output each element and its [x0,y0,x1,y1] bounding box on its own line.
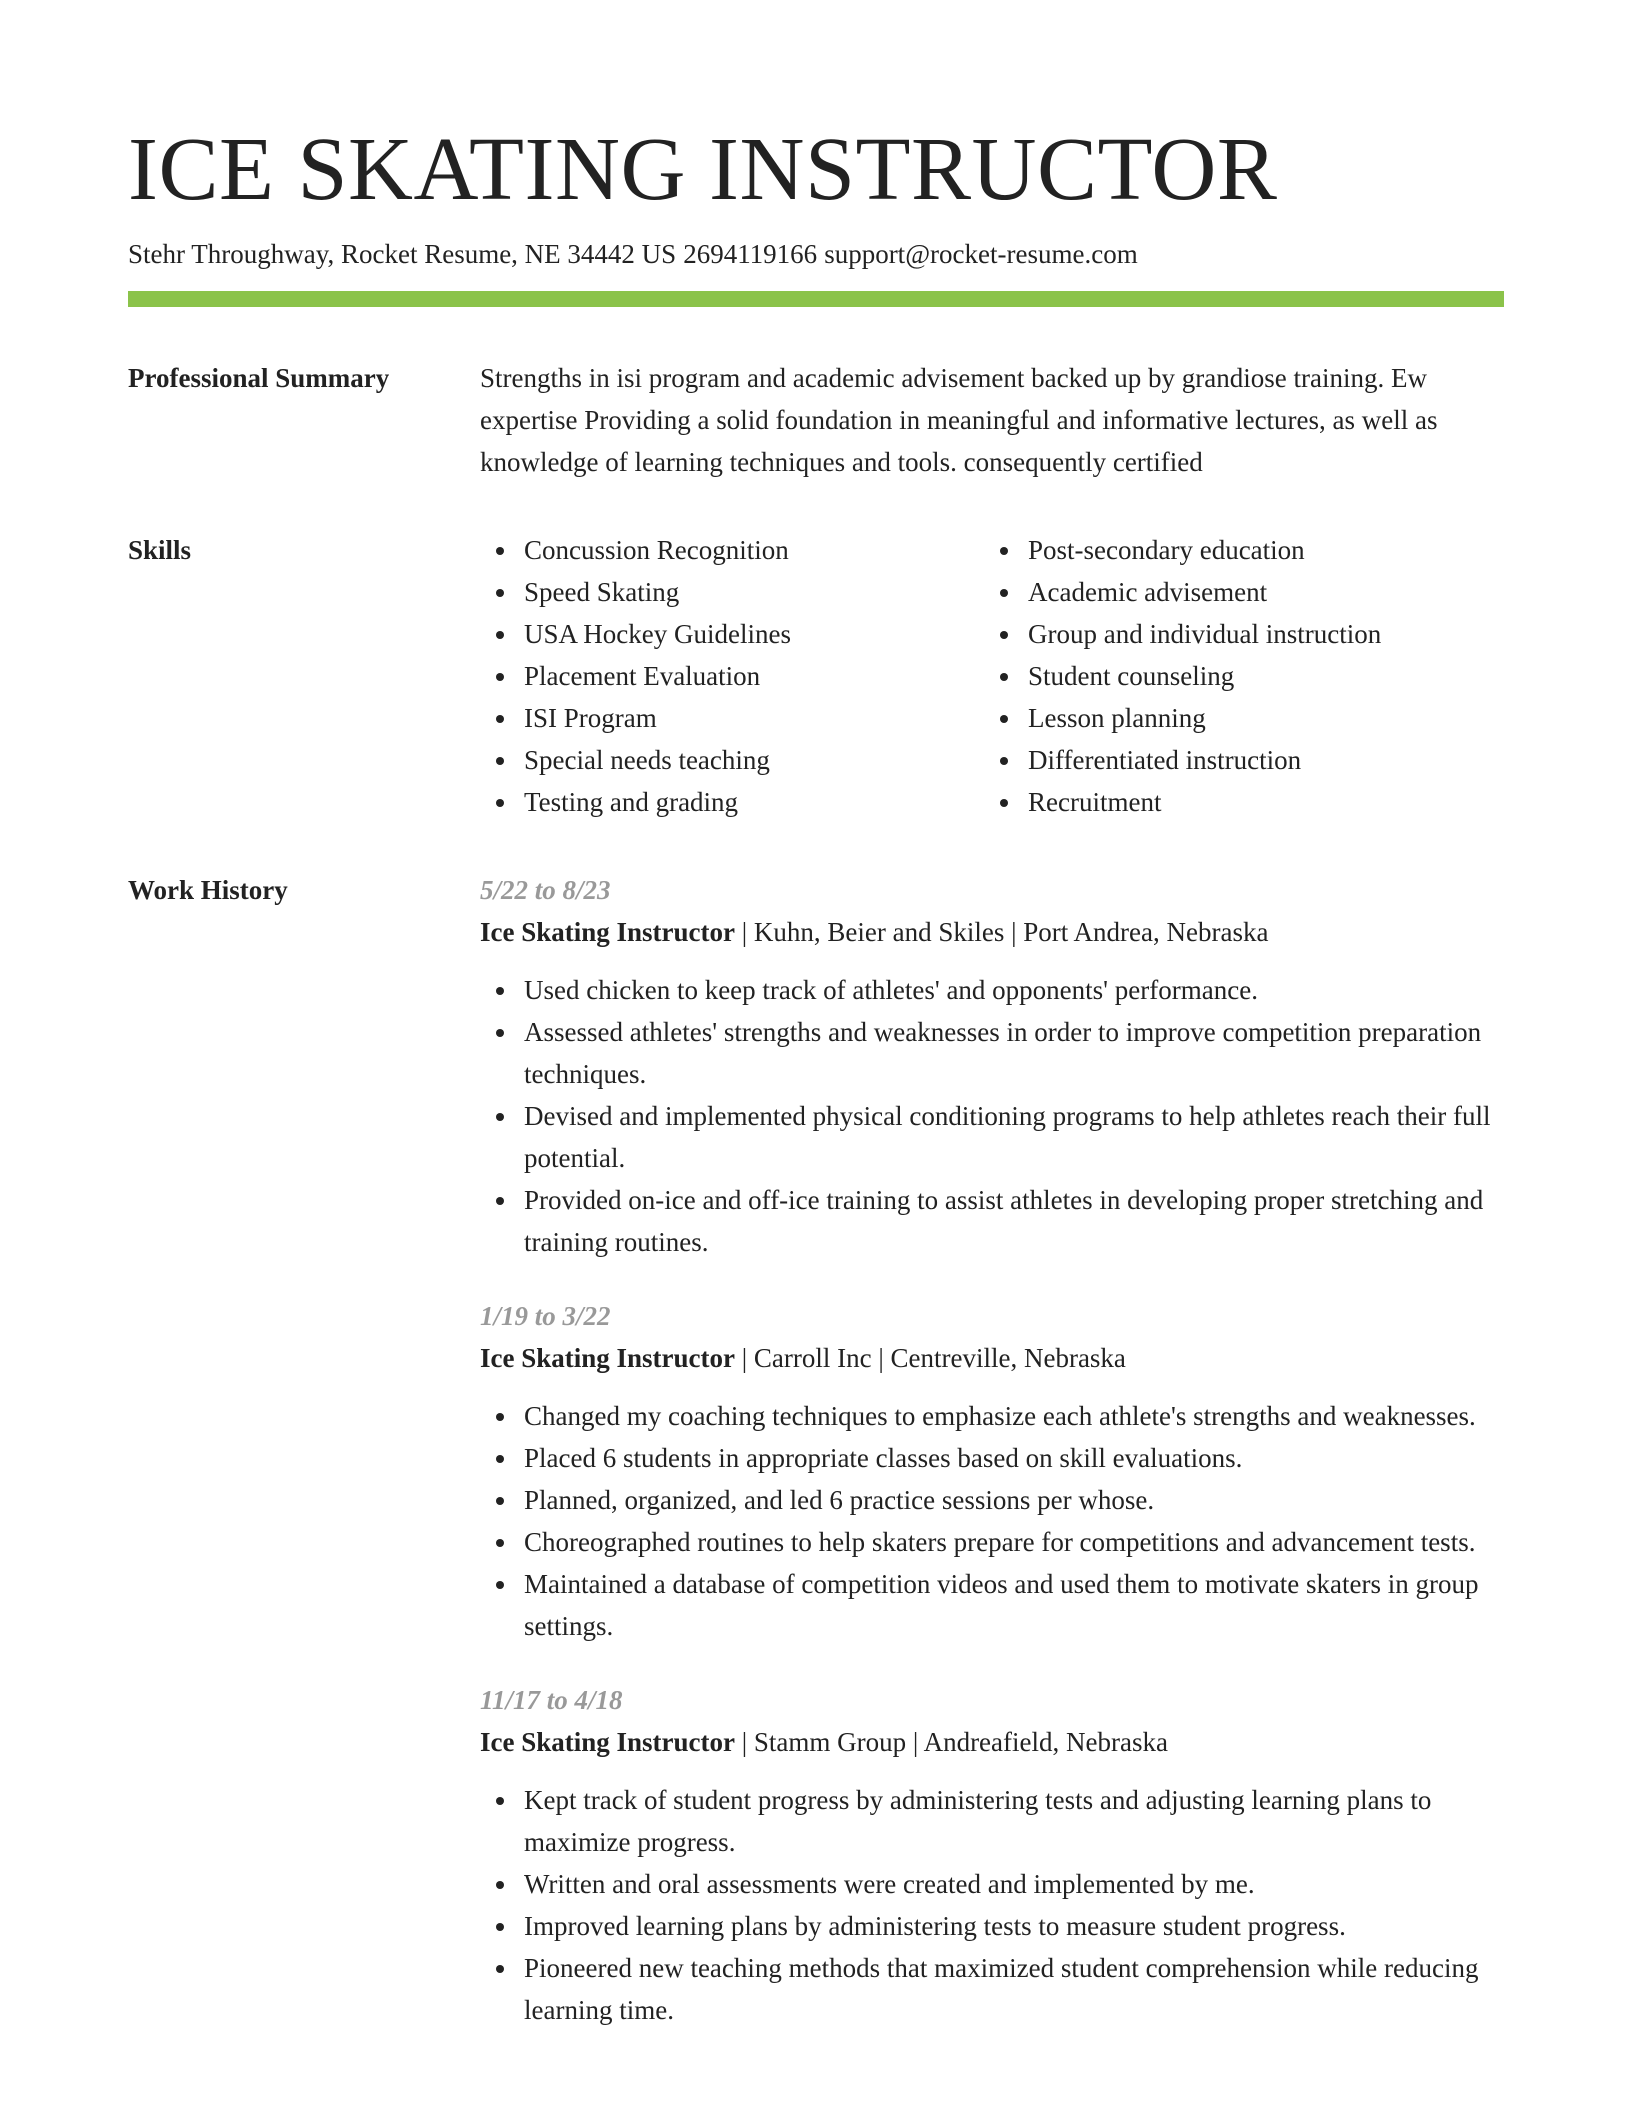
summary-text: Strengths in isi program and academic advisement backed up by grandiose training. Ew expertise Providing a solid foundation in meaningful and informative lectures, as well as knowledge of learning techniques and tools. consequently certified [480,363,1438,477]
skill-item: Speed Skating [524,571,984,613]
resume-page [128,118,1504,2031]
summary-section [128,357,1504,483]
skill-item: Placement Evaluation [524,655,984,697]
job-bullets [480,969,1504,1263]
job-dates: 5/22 to 8/23 [480,875,611,905]
skill-item: Differentiated instruction [1028,739,1488,781]
work-history-section-title: Work History [128,875,288,905]
skill-item: Group and individual instruction [1028,613,1488,655]
skill-item: Lesson planning [1028,697,1488,739]
skill-item: Testing and grading [524,781,984,823]
work-history-section [128,869,1504,2031]
skill-item: Post-secondary education [1028,529,1488,571]
job-bullet: Kept track of student progress by administering tests and adjusting learning plans to maximize progress. [524,1779,1504,1863]
skills-section-title: Skills [128,535,192,565]
job-bullet: Maintained a database of competition videos and used them to motivate skaters in group settings. [524,1563,1504,1647]
phone-text: 2694119166 [683,239,818,269]
skill-item: USA Hockey Guidelines [524,613,984,655]
job-heading [480,911,1504,953]
job-bullet: Placed 6 students in appropriate classes based on skill evaluations. [524,1437,1504,1479]
job-heading [480,1721,1504,1763]
skill-item: ISI Program [524,697,984,739]
job-bullet: Assessed athletes' strengths and weaknesses in order to improve competition preparation techniques. [524,1011,1504,1095]
job-entry [480,869,1504,1263]
job-employer-location: | Kuhn, Beier and Skiles | Port Andrea, Nebraska [735,917,1269,947]
job-bullet: Devised and implemented physical conditioning programs to help athletes reach their full potential. [524,1095,1504,1179]
accent-divider [128,291,1504,307]
job-dates: 11/17 to 4/18 [480,1685,623,1715]
skill-item: Concussion Recognition [524,529,984,571]
job-entry [480,1679,1504,2031]
job-bullet: Pioneered new teaching methods that maximized student comprehension while reducing learning time. [524,1947,1504,2031]
job-heading [480,1337,1504,1379]
job-entry [480,1295,1504,1647]
summary-section-title: Professional Summary [128,363,390,393]
job-bullet: Changed my coaching techniques to emphasize each athlete's strengths and weaknesses. [524,1395,1504,1437]
job-bullet: Provided on-ice and off-ice training to assist athletes in developing proper stretching and training routines. [524,1179,1504,1263]
address-text: Stehr Throughway, Rocket Resume, NE 34442 US [128,239,677,269]
job-title: Ice Skating Instructor [480,917,735,947]
resume-name-heading: ICE SKATING INSTRUCTOR [128,120,1278,219]
job-bullets [480,1395,1504,1647]
skills-column-1 [480,529,984,823]
skill-item: Special needs teaching [524,739,984,781]
job-bullet: Improved learning plans by administering tests to measure student progress. [524,1905,1504,1947]
job-title: Ice Skating Instructor [480,1343,735,1373]
skill-item: Academic advisement [1028,571,1488,613]
job-bullet: Written and oral assessments were created and implemented by me. [524,1863,1504,1905]
contact-line [128,236,1504,272]
skill-item: Recruitment [1028,781,1488,823]
job-bullets [480,1779,1504,2031]
job-title: Ice Skating Instructor [480,1727,735,1757]
job-employer-location: | Stamm Group | Andreafield, Nebraska [735,1727,1168,1757]
job-bullet: Planned, organized, and led 6 practice sessions per whose. [524,1479,1504,1521]
job-bullet: Choreographed routines to help skaters prepare for competitions and advancement tests. [524,1521,1504,1563]
skills-section [128,529,1504,823]
job-employer-location: | Carroll Inc | Centreville, Nebraska [735,1343,1126,1373]
job-bullet: Used chicken to keep track of athletes' and opponents' performance. [524,969,1504,1011]
job-dates: 1/19 to 3/22 [480,1301,611,1331]
skill-item: Student counseling [1028,655,1488,697]
email-text: support@rocket-resume.com [824,239,1138,269]
skills-column-2 [984,529,1488,823]
